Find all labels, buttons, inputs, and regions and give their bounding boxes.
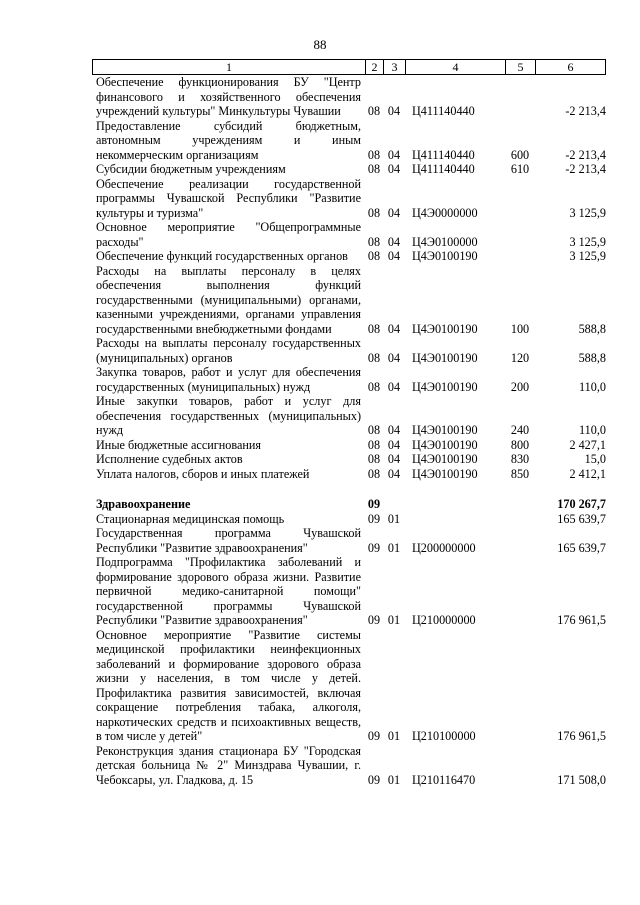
row-description: Основное мероприятие "Общепрограммные расходы" [96, 220, 361, 249]
row-description: Обеспечение функционирования БУ "Центр финансового и хозяйственного обеспечения учреждений культуры" Минкультуры Чувашии [96, 75, 361, 118]
row-description: Предоставление субсидий бюджетным, автономным учреждениям и иным некоммерческим организациям [96, 118, 361, 162]
row-section: 09 [367, 511, 381, 526]
row-section: 08 [367, 147, 381, 162]
row-target-code: Ц210116470 [412, 772, 476, 787]
row-amount: 176 961,5 [557, 613, 606, 627]
table-row [92, 336, 606, 365]
row-expense-type: 120 [510, 350, 530, 365]
row-target-code: Ц4Э0100190 [412, 379, 478, 394]
row-description: Основное мероприятие "Развитие системы медицинской профилактики неинфекционных заболеваний и формирование здорового образа жизни у населения, в том числе у детей. Профилактика развития зависимостей, включая сокращение потребления табака, алкоголя, наркотических средств и психоактивных веществ, в том числе у детей" [96, 627, 361, 743]
table-row [92, 177, 606, 221]
row-subsection: 04 [387, 437, 401, 452]
row-description: Исполнение судебных актов [96, 452, 243, 466]
row-section: 08 [367, 104, 381, 118]
row-subsection: 01 [387, 540, 401, 555]
row-description: Реконструкция здания стационара БУ "Городская детская больница № 2" Минздрава Чувашии, г. Чебоксары, ул. Гладкова, д. 15 [96, 743, 361, 787]
table-row [92, 467, 606, 482]
row-section: 08 [367, 379, 381, 394]
row-subsection: 04 [387, 249, 401, 263]
header-col-5: 5 [505, 60, 535, 74]
table-row [92, 119, 606, 163]
row-target-code: Ц4Э0100190 [412, 452, 478, 466]
table-header [92, 59, 606, 75]
table-row [92, 394, 606, 438]
row-section: 08 [367, 162, 381, 176]
row-description: Подпрограмма "Профилактика заболеваний и формирование здорового образа жизни. Развитие первичной медико-санитарной помощи" государственной программы Чувашской Республики "Развитие здравоохранения" [96, 555, 361, 627]
row-amount: 110,0 [579, 423, 606, 437]
row-subsection: 04 [387, 423, 401, 437]
header-col-6: 6 [535, 60, 606, 74]
table-row [92, 438, 606, 453]
row-amount: 171 508,0 [557, 772, 606, 787]
header-col-3: 3 [383, 60, 405, 74]
row-amount: 3 125,9 [569, 234, 606, 249]
row-amount: 588,8 [578, 350, 606, 365]
row-amount: 176 961,5 [557, 729, 606, 743]
row-section: 09 [367, 540, 381, 555]
row-amount: 2 412,1 [569, 466, 606, 481]
row-amount: 3 125,9 [569, 205, 606, 220]
row-section: 08 [367, 321, 381, 336]
table-row [92, 497, 606, 512]
row-amount: 2 427,1 [569, 437, 606, 452]
table-row [92, 365, 606, 394]
row-subsection: 04 [387, 147, 401, 162]
table-row [92, 555, 606, 628]
row-description: Обеспечение реализации государственной программы Чувашской Республики "Развитие культуры и туризма" [96, 176, 361, 220]
row-section: 09 [367, 497, 381, 511]
row-amount: 165 639,7 [557, 511, 606, 526]
table-body-culture [92, 75, 606, 481]
row-amount: -2 213,4 [565, 104, 606, 118]
row-description: Субсидии бюджетным учреждениям [96, 162, 286, 176]
row-description: Иные бюджетные ассигнования [96, 437, 262, 452]
row-description: Обеспечение функций государственных органов [96, 249, 348, 263]
row-section: 08 [367, 205, 381, 220]
row-expense-type: 800 [510, 437, 530, 452]
row-section: 08 [367, 234, 381, 249]
row-section: 08 [367, 249, 381, 263]
row-description: Закупка товаров, работ и услуг для обеспечения государственных (муниципальных) нужд [96, 365, 361, 394]
row-subsection: 04 [387, 104, 401, 118]
table-row [92, 75, 606, 119]
row-subsection: 04 [387, 321, 401, 336]
row-subsection: 01 [387, 729, 401, 743]
row-target-code: Ц4Э0100190 [412, 466, 478, 481]
row-subsection: 04 [387, 350, 401, 365]
row-target-code: Ц4Э0100190 [412, 249, 478, 263]
row-target-code: Ц4Э0100190 [412, 321, 478, 336]
row-expense-type: 850 [510, 466, 530, 481]
row-target-code: Ц210100000 [412, 729, 476, 743]
row-section: 08 [367, 466, 381, 481]
row-description: Государственная программа Чувашской Республики "Развитие здравоохранения" [96, 526, 361, 555]
row-subsection: 01 [387, 511, 401, 526]
row-amount: 588,8 [578, 321, 606, 336]
row-subsection: 04 [387, 205, 401, 220]
row-subsection: 04 [387, 452, 401, 466]
row-section: 09 [367, 729, 381, 743]
row-subsection: 04 [387, 234, 401, 249]
row-amount: -2 213,4 [565, 147, 606, 162]
row-target-code: Ц4Э0100190 [412, 350, 478, 365]
row-subsection: 04 [387, 162, 401, 176]
table-body-health [92, 497, 606, 787]
table-row [92, 628, 606, 744]
row-target-code: Ц4Э0100190 [412, 437, 478, 452]
row-description: Здравоохранение [96, 497, 191, 511]
row-section: 08 [367, 350, 381, 365]
row-expense-type: 610 [510, 162, 530, 176]
row-description: Расходы на выплаты персоналу в целях обеспечения выполнения функций государственными (муниципальными) органами, казенными учреждениями, органами управления государственными внебюджетными фондами [96, 263, 361, 336]
row-subsection: 01 [387, 613, 401, 627]
row-target-code: Ц411140440 [412, 147, 475, 162]
row-amount: 15,0 [584, 452, 606, 466]
row-description: Иные закупки товаров, работ и услуг для обеспечения государственных (муниципальных) нужд [96, 394, 361, 437]
row-section: 09 [367, 613, 381, 627]
table-row [92, 162, 606, 177]
table-row [92, 526, 606, 555]
row-expense-type: 830 [510, 452, 530, 466]
table-row [92, 220, 606, 249]
header-col-4: 4 [405, 60, 505, 74]
page-number: 88 [313, 37, 327, 52]
row-target-code: Ц200000000 [412, 540, 476, 555]
row-description: Расходы на выплаты персоналу государственных (муниципальных) органов [96, 336, 361, 365]
table-row [92, 264, 606, 337]
row-subsection: 04 [387, 379, 401, 394]
row-target-code: Ц411140440 [412, 104, 475, 118]
row-expense-type: 200 [510, 379, 530, 394]
row-target-code: Ц210000000 [412, 613, 476, 627]
budget-table [92, 59, 606, 787]
row-description: Уплата налогов, сборов и иных платежей [96, 466, 310, 481]
row-subsection: 01 [387, 772, 401, 787]
row-target-code: Ц4Э0100190 [412, 423, 478, 437]
table-row [92, 249, 606, 264]
row-section: 08 [367, 437, 381, 452]
header-col-2: 2 [365, 60, 383, 74]
table-row [92, 452, 606, 467]
row-section: 09 [367, 772, 381, 787]
table-row [92, 744, 606, 788]
row-section: 08 [367, 452, 381, 466]
row-subsection: 04 [387, 466, 401, 481]
row-target-code: Ц4Э0100000 [412, 234, 478, 249]
row-description: Стационарная медицинская помощь [96, 511, 285, 526]
row-expense-type: 240 [510, 423, 530, 437]
row-target-code: Ц4Э0000000 [412, 205, 478, 220]
header-col-1: 1 [92, 60, 365, 74]
row-expense-type: 100 [510, 321, 530, 336]
row-amount: 165 639,7 [557, 540, 606, 555]
table-row [92, 512, 606, 527]
row-amount: 110,0 [579, 379, 606, 394]
row-target-code: Ц411140440 [412, 162, 475, 176]
row-expense-type: 600 [510, 147, 530, 162]
row-amount: -2 213,4 [565, 162, 606, 176]
row-section: 08 [367, 423, 381, 437]
row-amount: 3 125,9 [569, 249, 606, 263]
section-gap [92, 481, 606, 497]
row-amount: 170 267,7 [557, 497, 606, 511]
